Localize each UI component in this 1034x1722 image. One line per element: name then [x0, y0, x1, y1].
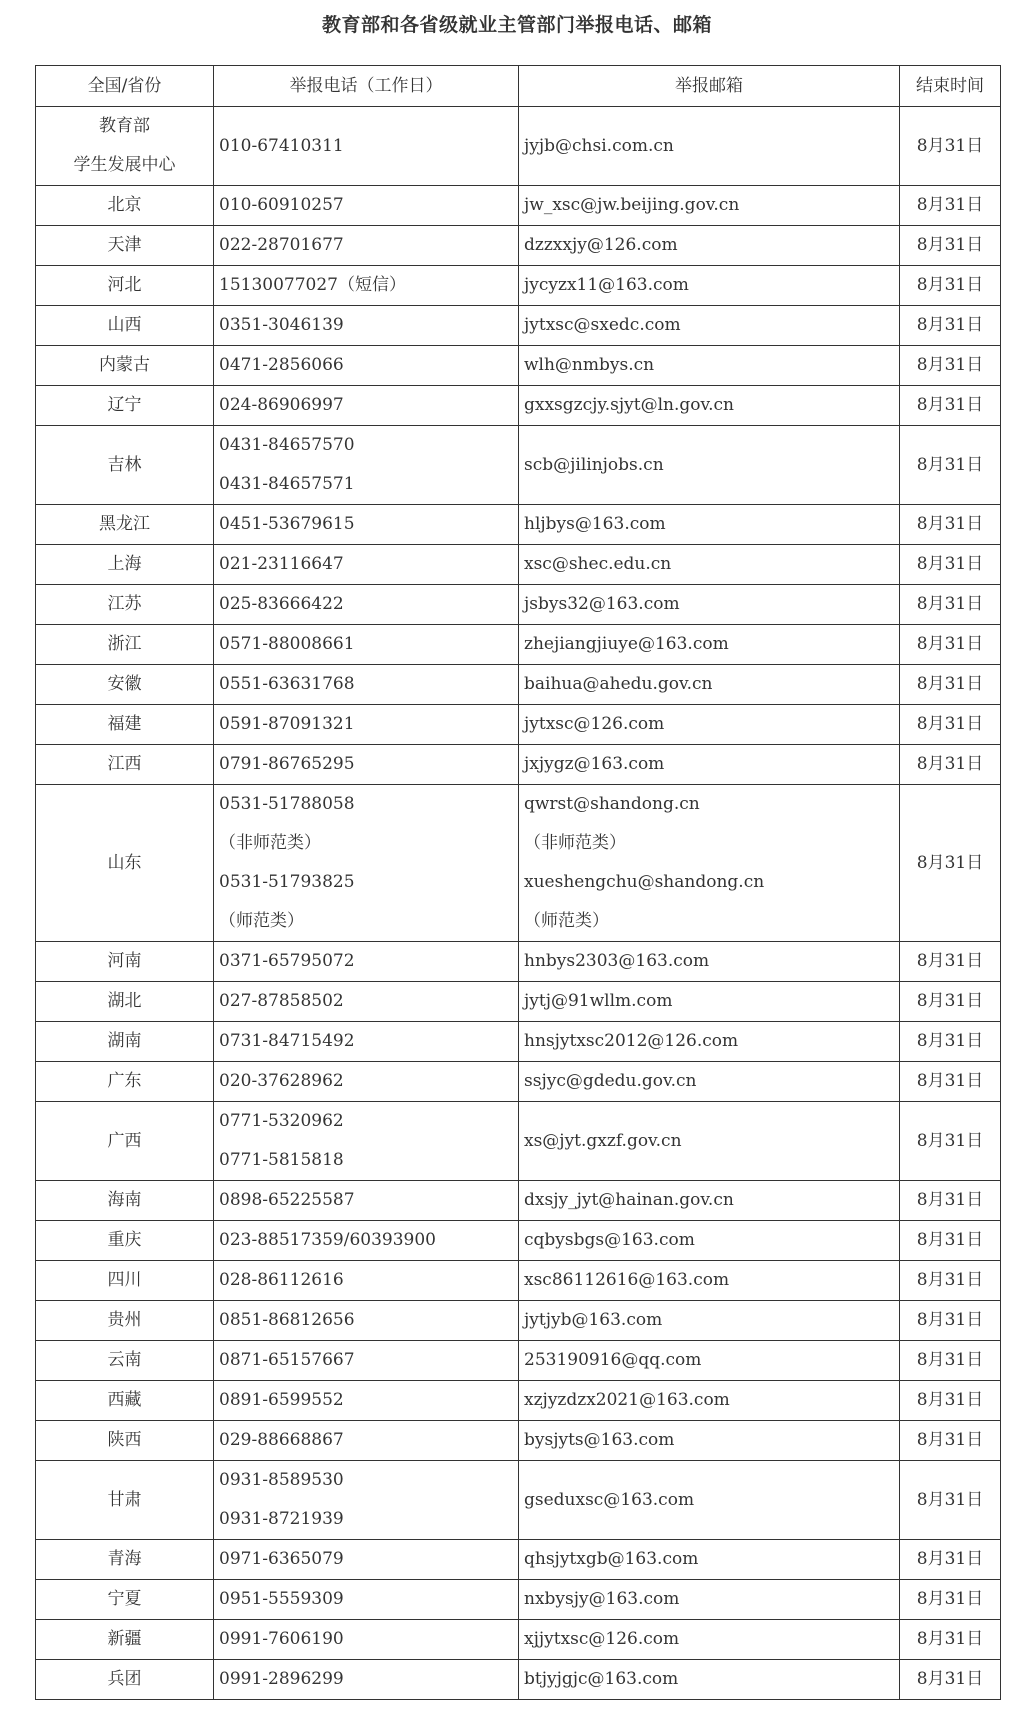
- phone-cell: [214, 505, 519, 545]
- region-cell: [36, 505, 214, 545]
- end-time-cell: 8月31日: [900, 1062, 1001, 1102]
- email-cell: [519, 505, 900, 545]
- region-cell: [36, 1540, 214, 1580]
- email-cell: [519, 785, 900, 942]
- region-cell-line: 内蒙古: [99, 355, 150, 375]
- email-cell-line: hnbys2303@163.com: [524, 951, 710, 971]
- phone-cell-line: 0471-2856066: [219, 355, 344, 375]
- region-cell-line: 云南: [107, 1350, 142, 1370]
- region-cell: [36, 306, 214, 346]
- email-cell-line: cqbysbgs@163.com: [524, 1230, 695, 1250]
- region-cell-line: 重庆: [107, 1230, 142, 1250]
- email-cell: [519, 982, 900, 1022]
- phone-cell-line: 0931-8589530: [219, 1470, 344, 1490]
- table-row: [36, 1341, 1001, 1381]
- phone-cell-line: 010-60910257: [219, 195, 344, 215]
- header-end-time: 结束时间: [900, 66, 1001, 107]
- email-cell-line: zhejiangjiuye@163.com: [524, 634, 729, 654]
- email-cell: [519, 1062, 900, 1102]
- region-cell-line: 北京: [107, 195, 142, 215]
- phone-cell-line: 0891-6599552: [219, 1390, 344, 1410]
- email-cell: [519, 306, 900, 346]
- table-row: [36, 426, 1001, 505]
- region-cell-line: 河南: [107, 951, 142, 971]
- table-row: [36, 386, 1001, 426]
- email-cell-line: xsc@shec.edu.cn: [524, 554, 672, 574]
- phone-cell: [214, 705, 519, 745]
- phone-cell-line: 0871-65157667: [219, 1350, 355, 1370]
- end-time-cell: 8月31日: [900, 1620, 1001, 1660]
- region-cell-line: 新疆: [107, 1629, 142, 1649]
- email-cell: [519, 1341, 900, 1381]
- region-cell-line: 安徽: [107, 674, 142, 694]
- end-time-cell: 8月31日: [900, 266, 1001, 306]
- phone-cell-line: 0991-2896299: [219, 1669, 344, 1689]
- email-cell-line: dxsjy_jyt@hainan.gov.cn: [524, 1190, 734, 1210]
- phone-cell: [214, 186, 519, 226]
- email-cell-line: baihua@ahedu.gov.cn: [524, 674, 713, 694]
- phone-cell-line: 0898-65225587: [219, 1190, 355, 1210]
- email-cell: [519, 1421, 900, 1461]
- end-time-cell: 8月31日: [900, 346, 1001, 386]
- end-time-cell: 8月31日: [900, 505, 1001, 545]
- email-cell-line: xjjytxsc@126.com: [524, 1629, 680, 1649]
- region-cell: [36, 1102, 214, 1181]
- table-row: [36, 1062, 1001, 1102]
- region-cell: [36, 1221, 214, 1261]
- email-cell: [519, 1580, 900, 1620]
- email-cell: [519, 942, 900, 982]
- end-time-cell: 8月31日: [900, 1261, 1001, 1301]
- email-cell: [519, 1461, 900, 1540]
- email-cell-line: xsc86112616@163.com: [524, 1270, 730, 1290]
- table-row: [36, 785, 1001, 942]
- end-time-cell: 8月31日: [900, 785, 1001, 942]
- email-cell-line: bysjyts@163.com: [524, 1430, 675, 1450]
- header-region: 全国/省份: [36, 66, 214, 107]
- region-cell: [36, 1421, 214, 1461]
- phone-cell: [214, 1181, 519, 1221]
- phone-cell: [214, 1301, 519, 1341]
- report-table: [35, 65, 1001, 1700]
- email-cell: [519, 1221, 900, 1261]
- email-cell-line: xzjyzdzx2021@163.com: [524, 1390, 730, 1410]
- end-time-cell: 8月31日: [900, 226, 1001, 266]
- phone-cell: [214, 1660, 519, 1700]
- phone-cell-line: 0971-6365079: [219, 1549, 344, 1569]
- email-cell-line: ssjyc@gdedu.gov.cn: [524, 1071, 697, 1091]
- email-cell-line: jycyzx11@163.com: [524, 275, 689, 295]
- region-cell-line: 陕西: [107, 1430, 142, 1450]
- phone-cell-line: 0531-51788058: [219, 794, 355, 814]
- region-cell: [36, 942, 214, 982]
- region-cell-line: 湖南: [107, 1031, 142, 1051]
- phone-cell: [214, 1381, 519, 1421]
- email-cell: [519, 1540, 900, 1580]
- table-row: [36, 226, 1001, 266]
- region-cell-line: 黑龙江: [99, 514, 150, 534]
- region-cell-line: 江苏: [107, 594, 142, 614]
- phone-cell: [214, 346, 519, 386]
- table-row: [36, 1421, 1001, 1461]
- region-cell: [36, 1261, 214, 1301]
- region-cell-line: 青海: [107, 1549, 142, 1569]
- region-cell-line: 教育部: [99, 116, 150, 136]
- phone-cell: [214, 386, 519, 426]
- end-time-cell: 8月31日: [900, 1022, 1001, 1062]
- table-row: [36, 346, 1001, 386]
- end-time-cell: 8月31日: [900, 426, 1001, 505]
- end-time-cell: 8月31日: [900, 705, 1001, 745]
- email-cell: [519, 1660, 900, 1700]
- region-cell: [36, 1580, 214, 1620]
- end-time-cell: 8月31日: [900, 942, 1001, 982]
- table-row: [36, 665, 1001, 705]
- region-cell: [36, 426, 214, 505]
- email-cell: [519, 625, 900, 665]
- phone-cell-line: 010-67410311: [219, 135, 344, 156]
- email-cell: [519, 545, 900, 585]
- phone-cell-line: 022-28701677: [219, 235, 344, 255]
- email-cell: [519, 226, 900, 266]
- email-cell: [519, 386, 900, 426]
- phone-cell: [214, 785, 519, 942]
- header-email: 举报邮箱: [519, 66, 900, 107]
- region-cell-line: 湖北: [107, 991, 142, 1011]
- region-cell: [36, 625, 214, 665]
- email-cell-line: （非师范类）: [524, 833, 626, 853]
- phone-cell-line: 0451-53679615: [219, 514, 355, 534]
- email-cell-line: nxbysjy@163.com: [524, 1589, 680, 1609]
- phone-cell: [214, 226, 519, 266]
- table-row: [36, 1381, 1001, 1421]
- email-cell-line: wlh@nmbys.cn: [524, 355, 655, 375]
- end-time-cell: 8月31日: [900, 1181, 1001, 1221]
- phone-cell-line: 0851-86812656: [219, 1310, 355, 1330]
- phone-cell-line: 023-88517359/60393900: [219, 1230, 436, 1250]
- phone-cell-line: 0791-86765295: [219, 754, 355, 774]
- email-cell-line: gxxsgzcjy.sjyt@ln.gov.cn: [524, 395, 734, 415]
- phone-cell: [214, 745, 519, 785]
- region-cell: [36, 266, 214, 306]
- table-header: [36, 66, 1001, 107]
- table-row: [36, 266, 1001, 306]
- region-cell-line: 山西: [107, 315, 142, 335]
- phone-cell: [214, 665, 519, 705]
- region-cell: [36, 665, 214, 705]
- region-cell: [36, 1620, 214, 1660]
- email-cell-line: hnsjytxsc2012@126.com: [524, 1031, 739, 1051]
- region-cell: [36, 386, 214, 426]
- end-time-cell: 8月31日: [900, 186, 1001, 226]
- phone-cell-line: 029-88668867: [219, 1430, 344, 1450]
- phone-cell-line: 0771-5320962: [219, 1111, 344, 1131]
- table-row: [36, 1540, 1001, 1580]
- phone-cell: [214, 1461, 519, 1540]
- region-cell-line: 贵州: [107, 1310, 142, 1330]
- phone-cell-line: 0771-5815818: [219, 1150, 344, 1170]
- table-row: [36, 1181, 1001, 1221]
- phone-cell-line: 0991-7606190: [219, 1629, 344, 1649]
- phone-cell: [214, 266, 519, 306]
- region-cell-line: 广西: [107, 1130, 142, 1151]
- table-row: [36, 1461, 1001, 1540]
- end-time-cell: 8月31日: [900, 1540, 1001, 1580]
- region-cell: [36, 1181, 214, 1221]
- table-row: [36, 505, 1001, 545]
- region-cell-line: 学生发展中心: [73, 155, 176, 175]
- table-body: [36, 107, 1001, 1700]
- phone-cell-line: 028-86112616: [219, 1270, 344, 1290]
- phone-cell-line: 021-23116647: [219, 554, 344, 574]
- phone-cell: [214, 1261, 519, 1301]
- email-cell: [519, 107, 900, 186]
- table-row: [36, 1261, 1001, 1301]
- region-cell: [36, 186, 214, 226]
- region-cell: [36, 1301, 214, 1341]
- email-cell-line: scb@jilinjobs.cn: [524, 454, 664, 475]
- table-row: [36, 1620, 1001, 1660]
- end-time-cell: 8月31日: [900, 1102, 1001, 1181]
- table-row: [36, 745, 1001, 785]
- email-cell-line: jytjyb@163.com: [524, 1310, 663, 1330]
- region-cell: [36, 346, 214, 386]
- phone-cell-line: 15130077027（短信）: [219, 275, 406, 295]
- table-row: [36, 1580, 1001, 1620]
- email-cell-line: （师范类）: [524, 911, 609, 931]
- phone-cell-line: 0731-84715492: [219, 1031, 355, 1051]
- table-row: [36, 1301, 1001, 1341]
- phone-cell: [214, 306, 519, 346]
- phone-cell-line: 0591-87091321: [219, 714, 355, 734]
- table-row: [36, 107, 1001, 186]
- email-cell-line: jsbys32@163.com: [524, 594, 680, 614]
- end-time-cell: 8月31日: [900, 982, 1001, 1022]
- phone-cell: [214, 107, 519, 186]
- email-cell-line: btjyjgjc@163.com: [524, 1669, 679, 1689]
- region-cell: [36, 705, 214, 745]
- region-cell: [36, 1660, 214, 1700]
- email-cell: [519, 745, 900, 785]
- phone-cell-line: （师范类）: [219, 911, 304, 931]
- end-time-cell: 8月31日: [900, 107, 1001, 186]
- region-cell-line: 四川: [107, 1270, 142, 1290]
- region-cell: [36, 1062, 214, 1102]
- email-cell-line: jytj@91wllm.com: [524, 991, 673, 1011]
- phone-cell-line: 024-86906997: [219, 395, 344, 415]
- end-time-cell: 8月31日: [900, 665, 1001, 705]
- end-time-cell: 8月31日: [900, 1660, 1001, 1700]
- region-cell-line: 福建: [107, 714, 142, 734]
- phone-cell: [214, 1062, 519, 1102]
- email-cell: [519, 1301, 900, 1341]
- region-cell: [36, 785, 214, 942]
- region-cell: [36, 1022, 214, 1062]
- region-cell: [36, 585, 214, 625]
- email-cell-line: dzzxxjy@126.com: [524, 235, 678, 255]
- email-cell-line: gseduxsc@163.com: [524, 1489, 695, 1510]
- table-row: [36, 1221, 1001, 1261]
- region-cell: [36, 1381, 214, 1421]
- phone-cell: [214, 1540, 519, 1580]
- phone-cell-line: 0431-84657570: [219, 435, 355, 455]
- region-cell-line: 河北: [107, 275, 142, 295]
- phone-cell: [214, 1421, 519, 1461]
- phone-cell: [214, 1580, 519, 1620]
- email-cell: [519, 585, 900, 625]
- end-time-cell: 8月31日: [900, 306, 1001, 346]
- end-time-cell: 8月31日: [900, 625, 1001, 665]
- email-cell: [519, 426, 900, 505]
- table-row: [36, 186, 1001, 226]
- end-time-cell: 8月31日: [900, 386, 1001, 426]
- region-cell-line: 兵团: [107, 1669, 142, 1689]
- phone-cell-line: 025-83666422: [219, 594, 344, 614]
- email-cell: [519, 705, 900, 745]
- table-row: [36, 1660, 1001, 1700]
- phone-cell: [214, 982, 519, 1022]
- email-cell: [519, 1620, 900, 1660]
- phone-cell: [214, 1221, 519, 1261]
- phone-cell: [214, 625, 519, 665]
- phone-cell-line: 0951-5559309: [219, 1589, 344, 1609]
- page-title: 教育部和各省级就业主管部门举报电话、邮箱: [321, 14, 712, 36]
- email-cell: [519, 1181, 900, 1221]
- table-row: [36, 942, 1001, 982]
- email-cell-line: jw_xsc@jw.beijing.gov.cn: [524, 195, 740, 215]
- phone-cell: [214, 426, 519, 505]
- end-time-cell: 8月31日: [900, 1341, 1001, 1381]
- phone-cell: [214, 942, 519, 982]
- phone-cell-line: 0531-51793825: [219, 872, 355, 892]
- phone-cell-line: 0931-8721939: [219, 1509, 344, 1529]
- end-time-cell: 8月31日: [900, 1580, 1001, 1620]
- email-cell: [519, 1261, 900, 1301]
- table-row: [36, 545, 1001, 585]
- region-cell: [36, 1341, 214, 1381]
- phone-cell-line: 020-37628962: [219, 1071, 344, 1091]
- region-cell-line: 浙江: [107, 634, 142, 654]
- region-cell-line: 甘肃: [107, 1489, 142, 1510]
- region-cell: [36, 545, 214, 585]
- region-cell-line: 天津: [107, 235, 142, 255]
- end-time-cell: 8月31日: [900, 1421, 1001, 1461]
- table-row: [36, 1022, 1001, 1062]
- region-cell: [36, 107, 214, 186]
- header-phone: 举报电话（工作日）: [214, 66, 519, 107]
- end-time-cell: 8月31日: [900, 1381, 1001, 1421]
- region-cell: [36, 982, 214, 1022]
- email-cell-line: jytxsc@126.com: [524, 714, 665, 734]
- phone-cell: [214, 1022, 519, 1062]
- end-time-cell: 8月31日: [900, 1461, 1001, 1540]
- email-cell-line: jyjb@chsi.com.cn: [524, 135, 674, 156]
- region-cell-line: 宁夏: [107, 1589, 142, 1609]
- email-cell: [519, 1022, 900, 1062]
- email-cell-line: 253190916@qq.com: [524, 1350, 702, 1370]
- region-cell: [36, 1461, 214, 1540]
- phone-cell: [214, 1102, 519, 1181]
- phone-cell-line: （非师范类）: [219, 833, 321, 853]
- table-row: [36, 982, 1001, 1022]
- email-cell: [519, 1102, 900, 1181]
- phone-cell-line: 0551-63631768: [219, 674, 355, 694]
- end-time-cell: 8月31日: [900, 745, 1001, 785]
- region-cell-line: 吉林: [107, 454, 142, 475]
- table-row: [36, 705, 1001, 745]
- email-cell-line: jytxsc@sxedc.com: [524, 315, 681, 335]
- table-row: [36, 306, 1001, 346]
- phone-cell-line: 0431-84657571: [219, 474, 355, 494]
- region-cell-line: 上海: [107, 554, 142, 574]
- table-row: [36, 585, 1001, 625]
- email-cell-line: xueshengchu@shandong.cn: [524, 872, 765, 892]
- email-cell-line: qwrst@shandong.cn: [524, 794, 700, 814]
- header-row: [36, 66, 1001, 107]
- end-time-cell: 8月31日: [900, 585, 1001, 625]
- end-time-cell: 8月31日: [900, 1301, 1001, 1341]
- email-cell-line: xs@jyt.gxzf.gov.cn: [524, 1130, 682, 1151]
- phone-cell-line: 0571-88008661: [219, 634, 355, 654]
- email-cell: [519, 266, 900, 306]
- email-cell: [519, 665, 900, 705]
- email-cell-line: qhsjytxgb@163.com: [524, 1549, 699, 1569]
- end-time-cell: 8月31日: [900, 1221, 1001, 1261]
- region-cell-line: 海南: [107, 1190, 142, 1210]
- region-cell: [36, 745, 214, 785]
- email-cell: [519, 1381, 900, 1421]
- table-row: [36, 1102, 1001, 1181]
- phone-cell: [214, 585, 519, 625]
- region-cell-line: 江西: [107, 754, 142, 774]
- phone-cell-line: 0351-3046139: [219, 315, 344, 335]
- region-cell-line: 辽宁: [107, 395, 142, 415]
- phone-cell-line: 027-87858502: [219, 991, 344, 1011]
- email-cell-line: hljbys@163.com: [524, 514, 666, 534]
- region-cell-line: 西藏: [107, 1390, 142, 1410]
- region-cell-line: 广东: [107, 1071, 142, 1091]
- email-cell: [519, 346, 900, 386]
- table-row: [36, 625, 1001, 665]
- phone-cell-line: 0371-65795072: [219, 951, 355, 971]
- phone-cell: [214, 545, 519, 585]
- region-cell: [36, 226, 214, 266]
- region-cell-line: 山东: [107, 852, 142, 873]
- phone-cell: [214, 1341, 519, 1381]
- phone-cell: [214, 1620, 519, 1660]
- end-time-cell: 8月31日: [900, 545, 1001, 585]
- email-cell-line: jxjygz@163.com: [524, 754, 665, 774]
- email-cell: [519, 186, 900, 226]
